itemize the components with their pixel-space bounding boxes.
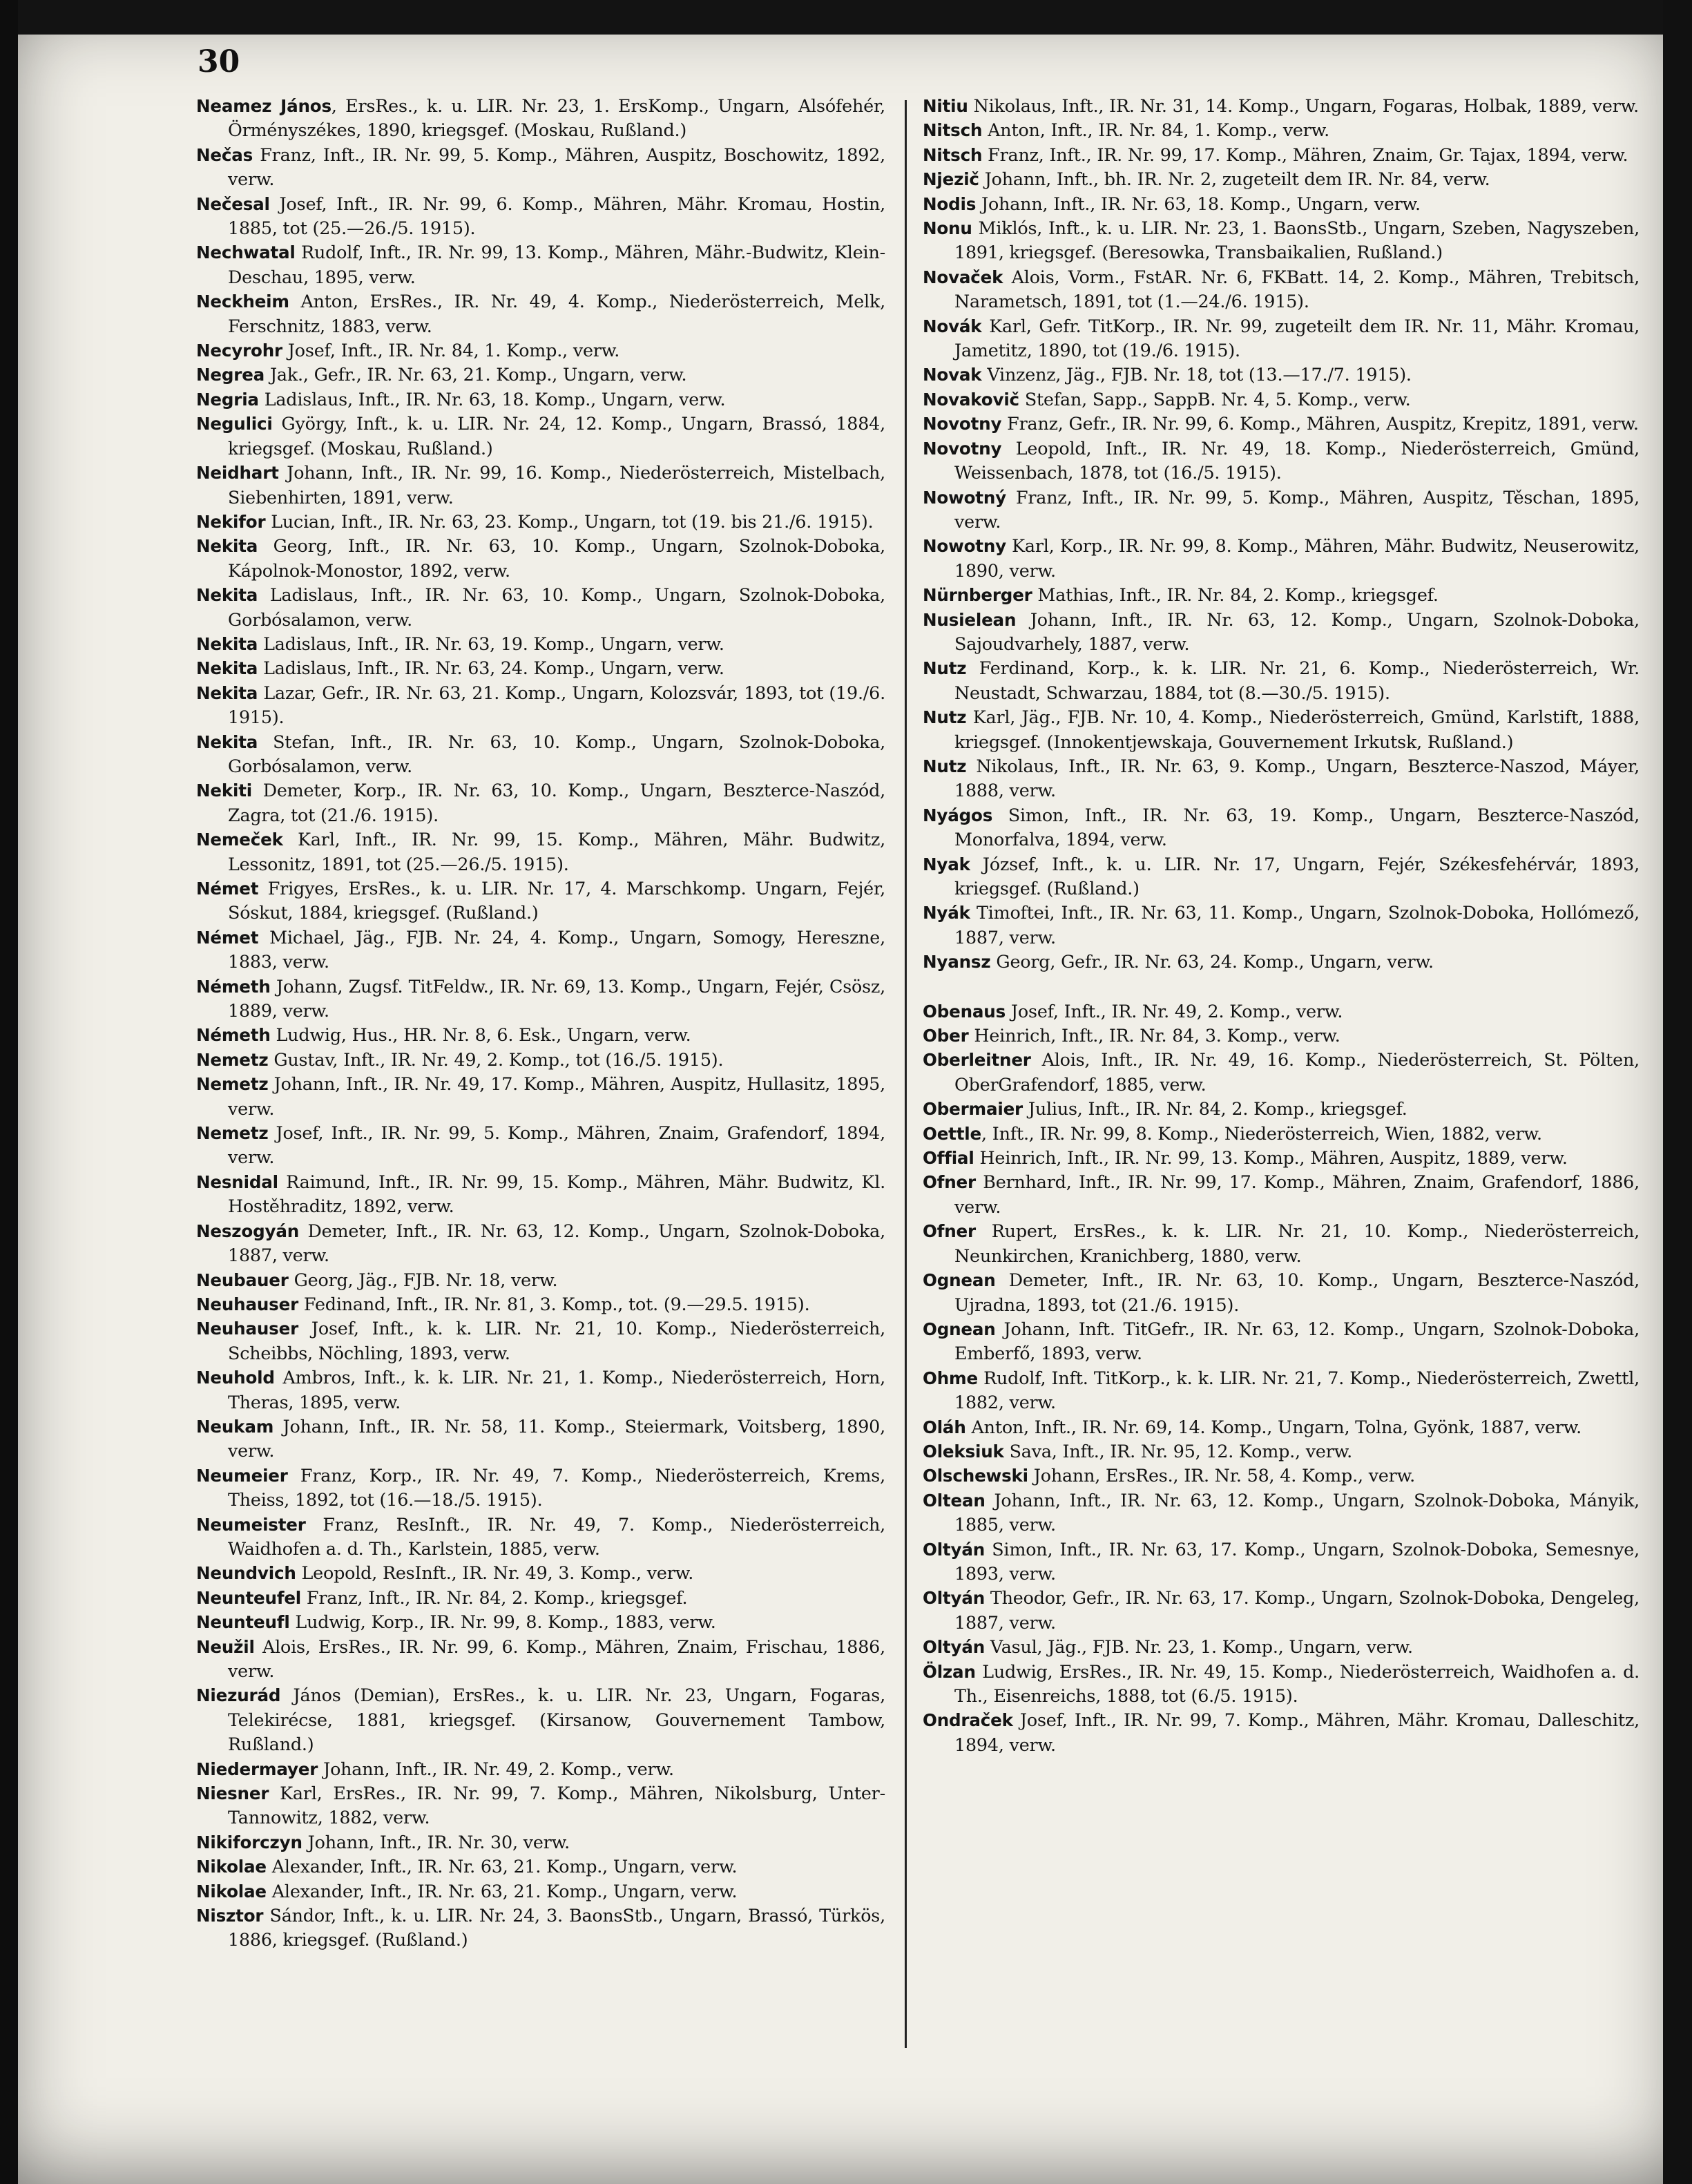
- entry-surname: Nekita: [196, 658, 258, 679]
- entry-details: Anton, Inft., IR. Nr. 69, 14. Komp., Ungarn, Tolna, Gyönk, 1887, verw.: [965, 1416, 1582, 1437]
- list-item: [923, 437, 1640, 486]
- list-item: [196, 778, 885, 827]
- list-item: [196, 1855, 885, 1879]
- entry-details: Johann, Inft., IR. Nr. 49, 17. Komp., Mähren, Auspitz, Hullasitz, 1895, verw.: [228, 1073, 885, 1119]
- list-item: [923, 852, 1640, 901]
- list-item: [923, 901, 1640, 950]
- entry-surname: Neamez János: [196, 96, 331, 116]
- entry-details: Bernhard, Inft., IR. Nr. 99, 17. Komp., Mähren, Znaim, Grafendorf, 1886, verw.: [954, 1171, 1640, 1217]
- list-item: [923, 1122, 1640, 1146]
- right-column: [923, 94, 1640, 1757]
- entry-surname: Nechwatal: [196, 242, 296, 263]
- list-item: [923, 265, 1640, 314]
- entry-surname: Oltyán: [923, 1539, 986, 1560]
- entry-surname: Negulici: [196, 414, 273, 434]
- list-item: [923, 94, 1640, 118]
- entry-details: Rudolf, Inft. TitKorp., k. k. LIR. Nr. 21, 7. Komp., Niederösterreich, Zwettl, 1882, verw.: [954, 1367, 1640, 1413]
- entry-details: Johann, Inft. TitGefr., IR. Nr. 63, 12. Komp., Ungarn, Szolnok-Doboka, Emberfő, 1893, verw.: [954, 1318, 1640, 1364]
- list-item: [196, 1415, 885, 1464]
- entry-surname: Nečesal: [196, 193, 270, 214]
- entry-surname: Nürnberger: [923, 585, 1032, 606]
- entry-details: Sándor, Inft., k. u. LIR. Nr. 24, 3. BaonsStb., Ungarn, Brassó, Türkös, 1886, kriegsgef. (Rußland.): [228, 1905, 885, 1951]
- entry-details: Sava, Inft., IR. Nr. 95, 12. Komp., verw.: [1003, 1440, 1353, 1462]
- entry-details: Ladislaus, Inft., IR. Nr. 63, 18. Komp., Ungarn, verw.: [258, 388, 726, 410]
- list-item: [923, 363, 1640, 387]
- entry-surname: Obermaier: [923, 1099, 1023, 1120]
- list-item: [196, 363, 885, 387]
- entry-surname: Ober: [923, 1026, 969, 1046]
- list-item: [196, 338, 885, 363]
- list-item: [196, 461, 885, 510]
- list-item: [196, 730, 885, 779]
- entry-surname: Neckheim: [196, 291, 289, 312]
- list-item: [923, 1415, 1640, 1439]
- entry-surname: Nowotny: [923, 536, 1006, 557]
- list-item: [923, 803, 1640, 852]
- entry-surname: Nitsch: [923, 144, 983, 165]
- entry-surname: Neužil: [196, 1636, 255, 1657]
- list-item: [196, 192, 885, 241]
- list-item: [923, 1317, 1640, 1366]
- entry-details: Michael, Jäg., FJB. Nr. 24, 4. Komp., Ungarn, Somogy, Hereszne, 1883, verw.: [228, 926, 885, 973]
- list-item: [923, 1170, 1640, 1219]
- entry-details: Anton, ErsRes., IR. Nr. 49, 4. Komp., Niederösterreich, Melk, Ferschnitz, 1883, verw.: [228, 291, 885, 336]
- entry-details: Heinrich, Inft., IR. Nr. 84, 3. Komp., verw.: [968, 1025, 1340, 1046]
- entry-details: Stefan, Inft., IR. Nr. 63, 10. Komp., Ungarn, Szolnok-Doboka, Gorbósalamon, verw.: [228, 731, 885, 776]
- entry-surname: Oltean: [923, 1490, 986, 1511]
- list-item: [923, 1097, 1640, 1121]
- entry-surname: Nikolae: [196, 1857, 267, 1877]
- entry-details: Josef, Inft., IR. Nr. 99, 5. Komp., Mähren, Znaim, Grafendorf, 1894, verw.: [228, 1122, 885, 1168]
- entry-details: Simon, Inft., IR. Nr. 63, 17. Komp., Ungarn, Szolnok-Doboka, Semesnye, 1893, verw.: [954, 1538, 1640, 1584]
- list-item: [923, 1586, 1640, 1635]
- column-divider: [905, 100, 907, 2048]
- entry-details: Fedinand, Inft., IR. Nr. 81, 3. Komp., tot. (9.—29.5. 1915).: [298, 1293, 810, 1314]
- entry-surname: Novak: [923, 365, 982, 385]
- entry-details: Ludwig, ErsRes., IR. Nr. 49, 15. Komp., Niederösterreich, Waidhofen a. d. Th., Eisenreichs, 1888, tot (6./5. 1915).: [954, 1660, 1640, 1706]
- entry-surname: Novotny: [923, 414, 1002, 434]
- entry-surname: Neukam: [196, 1416, 274, 1437]
- list-item: [923, 999, 1640, 1024]
- list-item: [923, 705, 1640, 754]
- entry-details: , ErsRes., k. u. LIR. Nr. 23, 1. ErsKomp., Ungarn, Alsófehér, Örményszékes, 1890, kriegsgef. (Moskau, Rußland.): [228, 95, 885, 141]
- scan-border-left: [0, 0, 18, 2184]
- entry-surname: Negria: [196, 389, 259, 410]
- entry-details: Franz, Inft., IR. Nr. 99, 5. Komp., Mähren, Auspitz, Těschan, 1895, verw.: [954, 486, 1640, 532]
- entry-details: Ladislaus, Inft., IR. Nr. 63, 19. Komp., Ungarn, verw.: [258, 633, 724, 654]
- list-item: [196, 1292, 885, 1316]
- entry-details: Johann, Inft., bh. IR. Nr. 2, zugeteilt dem IR. Nr. 84, verw.: [979, 169, 1490, 190]
- entry-details: Alois, Vorm., FstAR. Nr. 6, FKBatt. 14, 2. Komp., Mähren, Trebitsch, Narametsch, 1891, tot (1.—24./6. 1915).: [954, 266, 1640, 312]
- list-item: [196, 1683, 885, 1756]
- left-column: [196, 94, 885, 1953]
- entry-surname: Neunteufl: [196, 1612, 290, 1633]
- entry-surname: Negrea: [196, 365, 265, 385]
- list-item: [196, 240, 885, 289]
- list-item: [196, 1170, 885, 1219]
- entry-surname: Neidhart: [196, 463, 279, 483]
- list-item: [923, 1464, 1640, 1488]
- entry-details: Johann, Inft., IR. Nr. 63, 12. Komp., Ungarn, Szolnok-Doboka, Mányik, 1885, verw.: [954, 1489, 1640, 1535]
- list-item: [196, 1904, 885, 1953]
- entry-surname: Ölzan: [923, 1661, 976, 1682]
- entry-surname: Nekita: [196, 731, 258, 752]
- entry-details: János (Demian), ErsRes., k. u. LIR. Nr. 23, Ungarn, Fogaras, Telekirécse, 1881, kriegsgef. (Kirsanow, Gouvernement Tambow, Rußland.): [228, 1685, 885, 1755]
- list-item: [196, 1072, 885, 1121]
- list-item: [196, 1757, 885, 1781]
- list-item: [196, 1464, 885, 1513]
- entry-details: Josef, Inft., IR. Nr. 84, 1. Komp., verw.: [282, 340, 620, 361]
- entry-details: Vasul, Jäg., FJB. Nr. 23, 1. Komp., Ungarn, verw.: [985, 1636, 1413, 1658]
- entry-details: Rupert, ErsRes., k. k. LIR. Nr. 21, 10. Komp., Niederösterreich, Neunkirchen, Kranichberg, 1880, verw.: [954, 1220, 1640, 1266]
- entry-details: Karl, Jäg., FJB. Nr. 10, 4. Komp., Niederösterreich, Gmünd, Karlstift, 1888, kriegsgef. (Innokentjewskaja, Gouvernement Irkutsk, Rußland.): [954, 707, 1640, 752]
- entry-surname: Neuhauser: [196, 1319, 299, 1339]
- entry-details: Johann, Inft., IR. Nr. 63, 18. Komp., Ungarn, verw.: [976, 193, 1421, 214]
- list-item: [196, 1586, 885, 1610]
- list-item: [923, 1660, 1640, 1709]
- entry-surname: Németh: [196, 1025, 271, 1046]
- list-item: [196, 510, 885, 534]
- entry-surname: Nekita: [196, 682, 258, 703]
- scan-border-top: [0, 0, 1692, 35]
- list-item: [196, 656, 885, 680]
- list-item: [196, 583, 885, 632]
- entry-details: Frigyes, ErsRes., k. u. LIR. Nr. 17, 4. Marschkomp. Ungarn, Fejér, Sóskut, 1884, kriegsgef. (Rußland.): [228, 878, 885, 923]
- entry-surname: Nekiti: [196, 780, 253, 801]
- entry-details: Josef, Inft., IR. Nr. 99, 6. Komp., Mähren, Mähr. Kromau, Hostin, 1885, tot (25.—26./5. 1915).: [228, 193, 885, 239]
- entry-details: Johann, Zugsf. TitFeldw., IR. Nr. 69, 13. Komp., Ungarn, Fejér, Csösz, 1889, verw.: [228, 975, 885, 1022]
- entry-surname: Oltyán: [923, 1637, 986, 1658]
- entry-details: Georg, Gefr., IR. Nr. 63, 24. Komp., Ungarn, verw.: [990, 951, 1434, 973]
- entry-details: Ladislaus, Inft., IR. Nr. 63, 10. Komp., Ungarn, Szolnok-Doboka, Gorbósalamon, verw.: [228, 584, 885, 630]
- entry-details: Nikolaus, Inft., IR. Nr. 63, 9. Komp., Ungarn, Beszterce-Naszod, Máyer, 1888, verw.: [954, 755, 1640, 801]
- entry-details: Josef, Inft., IR. Nr. 49, 2. Komp., verw.: [1006, 1000, 1343, 1022]
- list-item: [923, 1439, 1640, 1464]
- list-item: [923, 656, 1640, 705]
- list-item: [923, 608, 1640, 657]
- list-item: [196, 1268, 885, 1292]
- list-item: [923, 583, 1640, 607]
- entry-details: Karl, Gefr. TitKorp., IR. Nr. 99, zugeteilt dem IR. Nr. 11, Mähr. Kromau, Jametitz, 1890, tot (19./6. 1915).: [954, 315, 1640, 361]
- entry-surname: Nutz: [923, 658, 967, 679]
- list-item: [923, 143, 1640, 167]
- entry-surname: Nekita: [196, 536, 258, 557]
- entry-surname: Ofner: [923, 1221, 976, 1242]
- entry-surname: Ognean: [923, 1319, 996, 1339]
- list-item: [196, 1879, 885, 1904]
- entry-details: Jak., Gefr., IR. Nr. 63, 21. Komp., Ungarn, verw.: [265, 364, 687, 385]
- list-item: [923, 192, 1640, 216]
- list-item: [923, 167, 1640, 191]
- list-item: [196, 1635, 885, 1684]
- entry-surname: Nemeček: [196, 830, 283, 850]
- list-item: [196, 1048, 885, 1072]
- entry-details: Lucian, Inft., IR. Nr. 63, 23. Komp., Ungarn, tot (19. bis 21./6. 1915).: [265, 510, 874, 532]
- entry-details: Karl, Inft., IR. Nr. 99, 15. Komp., Mähren, Mähr. Budwitz, Lessonitz, 1891, tot (25.—26./5. 1915).: [228, 829, 885, 874]
- list-item: [923, 1488, 1640, 1538]
- entry-surname: Nekifor: [196, 511, 266, 532]
- list-item: [923, 387, 1640, 412]
- entry-surname: Ondraček: [923, 1710, 1013, 1731]
- list-item: [923, 1708, 1640, 1757]
- entry-surname: Neundvich: [196, 1563, 296, 1584]
- entry-surname: Neunteufel: [196, 1587, 302, 1608]
- entry-surname: Nemetz: [196, 1049, 269, 1070]
- entry-details: Julius, Inft., IR. Nr. 84, 2. Komp., kriegsgef.: [1022, 1098, 1407, 1120]
- entry-details: Demeter, Inft., IR. Nr. 63, 10. Komp., Ungarn, Beszterce-Naszód, Ujradna, 1893, tot (21./6. 1915).: [954, 1270, 1640, 1315]
- list-item: [196, 1781, 885, 1830]
- list-item: [923, 216, 1640, 265]
- list-item: [196, 827, 885, 877]
- scan-border-right: [1663, 0, 1692, 2184]
- list-item: [196, 975, 885, 1024]
- entry-details: Karl, Korp., IR. Nr. 99, 8. Komp., Mähren, Mähr. Budwitz, Neuserowitz, 1890, verw.: [954, 535, 1640, 581]
- list-item: [196, 1561, 885, 1585]
- entry-details: Franz, Gefr., IR. Nr. 99, 6. Komp., Mähren, Auspitz, Krepitz, 1891, verw.: [1001, 413, 1639, 434]
- entry-surname: Novakovič: [923, 389, 1019, 410]
- list-item: [196, 94, 885, 143]
- entry-surname: Német: [196, 927, 259, 948]
- entry-details: Ludwig, Korp., IR. Nr. 99, 8. Komp., 1883, verw.: [289, 1611, 716, 1633]
- entry-details: Lazar, Gefr., IR. Nr. 63, 21. Komp., Ungarn, Kolozsvár, 1893, tot (19./6. 1915).: [228, 682, 885, 728]
- entry-surname: Nekita: [196, 633, 258, 654]
- entry-details: Timoftei, Inft., IR. Nr. 63, 11. Komp., Ungarn, Szolnok-Doboka, Hollómező, 1887, verw.: [954, 902, 1640, 948]
- entry-details: Gustav, Inft., IR. Nr. 49, 2. Komp., tot (16./5. 1915).: [268, 1048, 724, 1070]
- entry-details: Georg, Jäg., FJB. Nr. 18, verw.: [288, 1269, 558, 1290]
- list-item: [923, 1635, 1640, 1659]
- entry-details: Demeter, Inft., IR. Nr. 63, 12. Komp., Ungarn, Szolnok-Doboka, 1887, verw.: [228, 1220, 885, 1266]
- list-item: [923, 118, 1640, 142]
- entry-surname: Nisztor: [196, 1906, 264, 1926]
- list-item: [196, 1830, 885, 1855]
- entry-details: Johann, Inft., IR. Nr. 99, 16. Komp., Niederösterreich, Mistelbach, Siebenhirten, 1891, verw.: [228, 462, 885, 508]
- entry-surname: Nemetz: [196, 1123, 269, 1144]
- page-number: 30: [198, 44, 240, 79]
- entry-surname: Ohme: [923, 1368, 978, 1388]
- entry-details: Josef, Inft., IR. Nr. 99, 7. Komp., Mähren, Mähr. Kromau, Dalleschitz, 1894, verw.: [954, 1709, 1640, 1755]
- entry-details: Franz, Korp., IR. Nr. 49, 7. Komp., Niederösterreich, Krems, Theiss, 1892, tot (16.—18./5. 1915).: [228, 1464, 885, 1511]
- entry-details: Demeter, Korp., IR. Nr. 63, 10. Komp., Ungarn, Beszterce-Naszód, Zagra, tot (21./6. 1915).: [228, 780, 885, 825]
- entry-surname: Ognean: [923, 1270, 996, 1291]
- entry-surname: Obenaus: [923, 1001, 1006, 1022]
- entry-details: Georg, Inft., IR. Nr. 63, 10. Komp., Ungarn, Szolnok-Doboka, Kápolnok-Monostor, 1892, verw.: [228, 535, 885, 581]
- entry-surname: Nitiu: [923, 96, 968, 116]
- entry-details: Rudolf, Inft., IR. Nr. 99, 13. Komp., Mähren, Mähr.-Budwitz, Klein-Deschau, 1895, verw.: [228, 242, 885, 287]
- list-item: [196, 1513, 885, 1562]
- entry-details: Johann, Inft., IR. Nr. 30, verw.: [302, 1831, 570, 1852]
- entry-surname: Novaček: [923, 267, 1003, 287]
- entry-details: Alexander, Inft., IR. Nr. 63, 21. Komp., Ungarn, verw.: [266, 1880, 738, 1902]
- entry-details: Ladislaus, Inft., IR. Nr. 63, 24. Komp., Ungarn, verw.: [258, 658, 724, 679]
- entry-surname: Njezič: [923, 169, 979, 190]
- entry-details: Leopold, ResInft., IR. Nr. 49, 3. Komp., verw.: [296, 1562, 694, 1584]
- entry-surname: Nutz: [923, 707, 967, 728]
- entry-surname: Oláh: [923, 1417, 966, 1437]
- entry-details: Mathias, Inft., IR. Nr. 84, 2. Komp., kriegsgef.: [1032, 584, 1439, 606]
- entry-details: Stefan, Sapp., SappB. Nr. 4, 5. Komp., verw.: [1019, 388, 1411, 410]
- list-item: [196, 534, 885, 583]
- entry-surname: Nusielean: [923, 609, 1017, 630]
- entry-details: Johann, Inft., IR. Nr. 63, 12. Komp., Ungarn, Szolnok-Doboka, Sajoudvarhely, 1887, verw.: [954, 609, 1640, 654]
- list-item: [196, 1366, 885, 1415]
- list-item: [923, 1538, 1640, 1587]
- entry-surname: Necyrohr: [196, 341, 282, 361]
- entry-details: Ferdinand, Korp., k. k. LIR. Nr. 21, 6. Komp., Niederösterreich, Wr. Neustadt, Schwarzau, 1884, tot (8.—30./5. 1915).: [954, 658, 1640, 703]
- entry-surname: Oleksiuk: [923, 1441, 1004, 1462]
- entry-surname: Olschewski: [923, 1466, 1028, 1486]
- entry-details: , Inft., IR. Nr. 99, 8. Komp., Niederösterreich, Wien, 1882, verw.: [981, 1122, 1542, 1144]
- entry-details: Heinrich, Inft., IR. Nr. 99, 13. Komp., Mähren, Auspitz, 1889, verw.: [974, 1147, 1568, 1169]
- entry-surname: Neumeier: [196, 1465, 288, 1486]
- entry-surname: Niesner: [196, 1783, 269, 1804]
- list-item: [923, 486, 1640, 535]
- entry-details: Miklós, Inft., k. u. LIR. Nr. 23, 1. BaonsStb., Ungarn, Szeben, Nagyszeben, 1891, kriegsgef. (Beresowka, Transbaikalien, Rußland.): [954, 218, 1640, 263]
- list-item: [923, 1146, 1640, 1170]
- entry-details: Johann, ErsRes., IR. Nr. 58, 4. Komp., verw.: [1028, 1465, 1416, 1486]
- entry-surname: Oltyán: [923, 1588, 986, 1609]
- entry-surname: Németh: [196, 976, 271, 997]
- entry-details: Alois, ErsRes., IR. Nr. 99, 6. Komp., Mähren, Znaim, Frischau, 1886, verw.: [228, 1636, 885, 1681]
- entry-surname: Neuhold: [196, 1368, 275, 1388]
- list-item: [196, 412, 885, 461]
- entry-details: Ambros, Inft., k. k. LIR. Nr. 21, 1. Komp., Niederösterreich, Horn, Theras, 1895, verw.: [228, 1367, 885, 1412]
- list-item: [196, 387, 885, 412]
- list-item: [196, 1219, 885, 1268]
- entry-surname: Nyágos: [923, 805, 993, 825]
- entry-details: Nikolaus, Inft., IR. Nr. 31, 14. Komp., Ungarn, Fogaras, Holbak, 1889, verw.: [968, 95, 1640, 116]
- list-item: [196, 143, 885, 192]
- entry-details: Johann, Inft., IR. Nr. 49, 2. Komp., verw.: [318, 1758, 674, 1779]
- entry-surname: Nyak: [923, 854, 970, 874]
- entry-surname: Oettle: [923, 1123, 982, 1144]
- entry-surname: Neszogyán: [196, 1220, 300, 1241]
- entry-surname: Niezurád: [196, 1685, 281, 1706]
- entry-surname: Neubauer: [196, 1270, 289, 1290]
- entry-surname: Neumeister: [196, 1514, 306, 1535]
- list-item: [196, 289, 885, 338]
- list-item: [923, 1268, 1640, 1317]
- list-item: [923, 1366, 1640, 1415]
- entry-surname: Novák: [923, 316, 982, 336]
- entry-surname: Német: [196, 879, 259, 899]
- entry-details: Josef, Inft., k. k. LIR. Nr. 21, 10. Komp., Niederösterreich, Scheibbs, Nöchling, 1893, verw.: [228, 1318, 885, 1363]
- list-item: [196, 632, 885, 656]
- list-item: [923, 412, 1640, 436]
- list-item: [196, 1610, 885, 1634]
- entry-details: Leopold, Inft., IR. Nr. 49, 18. Komp., Niederösterreich, Gmünd, Weissenbach, 1878, tot (16./5. 1915).: [954, 437, 1640, 483]
- entry-details: Ludwig, Hus., HR. Nr. 8, 6. Esk., Ungarn, verw.: [270, 1024, 691, 1046]
- entry-details: Raimund, Inft., IR. Nr. 99, 15. Komp., Mähren, Mähr. Budwitz, Kl. Hostěhraditz, 1892, verw.: [228, 1171, 885, 1217]
- entry-details: György, Inft., k. u. LIR. Nr. 24, 12. Komp., Ungarn, Brassó, 1884, kriegsgef. (Moskau, Rußland.): [228, 413, 885, 459]
- list-item: [923, 534, 1640, 583]
- entry-details: Theodor, Gefr., IR. Nr. 63, 17. Komp., Ungarn, Szolnok-Doboka, Dengeleg, 1887, verw.: [954, 1587, 1640, 1633]
- list-item: [196, 681, 885, 730]
- entry-details: Karl, ErsRes., IR. Nr. 99, 7. Komp., Mähren, Nikolsburg, Unter-Tannowitz, 1882, verw.: [228, 1783, 885, 1828]
- list-item: [196, 1316, 885, 1366]
- entry-surname: Nonu: [923, 218, 972, 239]
- entry-details: Vinzenz, Jäg., FJB. Nr. 18, tot (13.—17./7. 1915).: [981, 364, 1412, 385]
- entry-details: Anton, Inft., IR. Nr. 84, 1. Komp., verw.: [982, 119, 1329, 141]
- entry-surname: Nemetz: [196, 1074, 269, 1095]
- list-item: [196, 877, 885, 926]
- entry-details: Franz, Inft., IR. Nr. 84, 2. Komp., kriegsgef.: [301, 1587, 688, 1608]
- list-item: [923, 1048, 1640, 1097]
- entry-details: Alois, Inft., IR. Nr. 49, 16. Komp., Niederösterreich, St. Pölten, OberGrafendorf, 1885, verw.: [954, 1049, 1640, 1095]
- entry-surname: Novotny: [923, 438, 1002, 459]
- entry-surname: Ofner: [923, 1172, 976, 1193]
- entry-details: József, Inft., k. u. LIR. Nr. 17, Ungarn, Fejér, Székesfehérvár, 1893, kriegsgef. (Rußland.): [954, 853, 1640, 899]
- entry-surname: Nodis: [923, 193, 977, 214]
- entry-surname: Neuhauser: [196, 1294, 299, 1314]
- entry-details: Simon, Inft., IR. Nr. 63, 19. Komp., Ungarn, Beszterce-Naszód, Monorfalva, 1894, verw.: [954, 804, 1640, 850]
- entry-surname: Nikiforczyn: [196, 1832, 302, 1852]
- list-item: [923, 1024, 1640, 1048]
- entry-surname: Nesnidal: [196, 1171, 278, 1192]
- entry-details: Alexander, Inft., IR. Nr. 63, 21. Komp., Ungarn, verw.: [266, 1856, 738, 1877]
- entry-details: Franz, Inft., IR. Nr. 99, 5. Komp., Mähren, Auspitz, Boschowitz, 1892, verw.: [228, 144, 885, 190]
- entry-details: Johann, Inft., IR. Nr. 58, 11. Komp., Steiermark, Voitsberg, 1890, verw.: [228, 1415, 885, 1462]
- entry-details: Franz, ResInft., IR. Nr. 49, 7. Komp., Niederösterreich, Waidhofen a. d. Th., Karlstein, 1885, verw.: [228, 1513, 885, 1559]
- entry-surname: Oberleitner: [923, 1050, 1031, 1071]
- entry-surname: Nyák: [923, 903, 970, 923]
- entry-surname: Nekita: [196, 585, 258, 606]
- list-item: [196, 926, 885, 975]
- entry-surname: Nyansz: [923, 952, 991, 973]
- list-item: [196, 1023, 885, 1047]
- entry-details: Franz, Inft., IR. Nr. 99, 17. Komp., Mähren, Znaim, Gr. Tajax, 1894, verw.: [982, 144, 1628, 165]
- entry-surname: Nikolae: [196, 1881, 267, 1902]
- entry-surname: Offial: [923, 1148, 974, 1169]
- list-item: [923, 1219, 1640, 1268]
- entry-surname: Nowotný: [923, 487, 1006, 508]
- list-item: [196, 1121, 885, 1170]
- list-item: [923, 950, 1640, 974]
- entry-surname: Niedermayer: [196, 1759, 318, 1779]
- entry-surname: Nečas: [196, 144, 253, 165]
- entry-surname: Nutz: [923, 756, 967, 776]
- list-item: [923, 754, 1640, 803]
- list-item: [923, 314, 1640, 363]
- entry-surname: Nitsch: [923, 120, 983, 141]
